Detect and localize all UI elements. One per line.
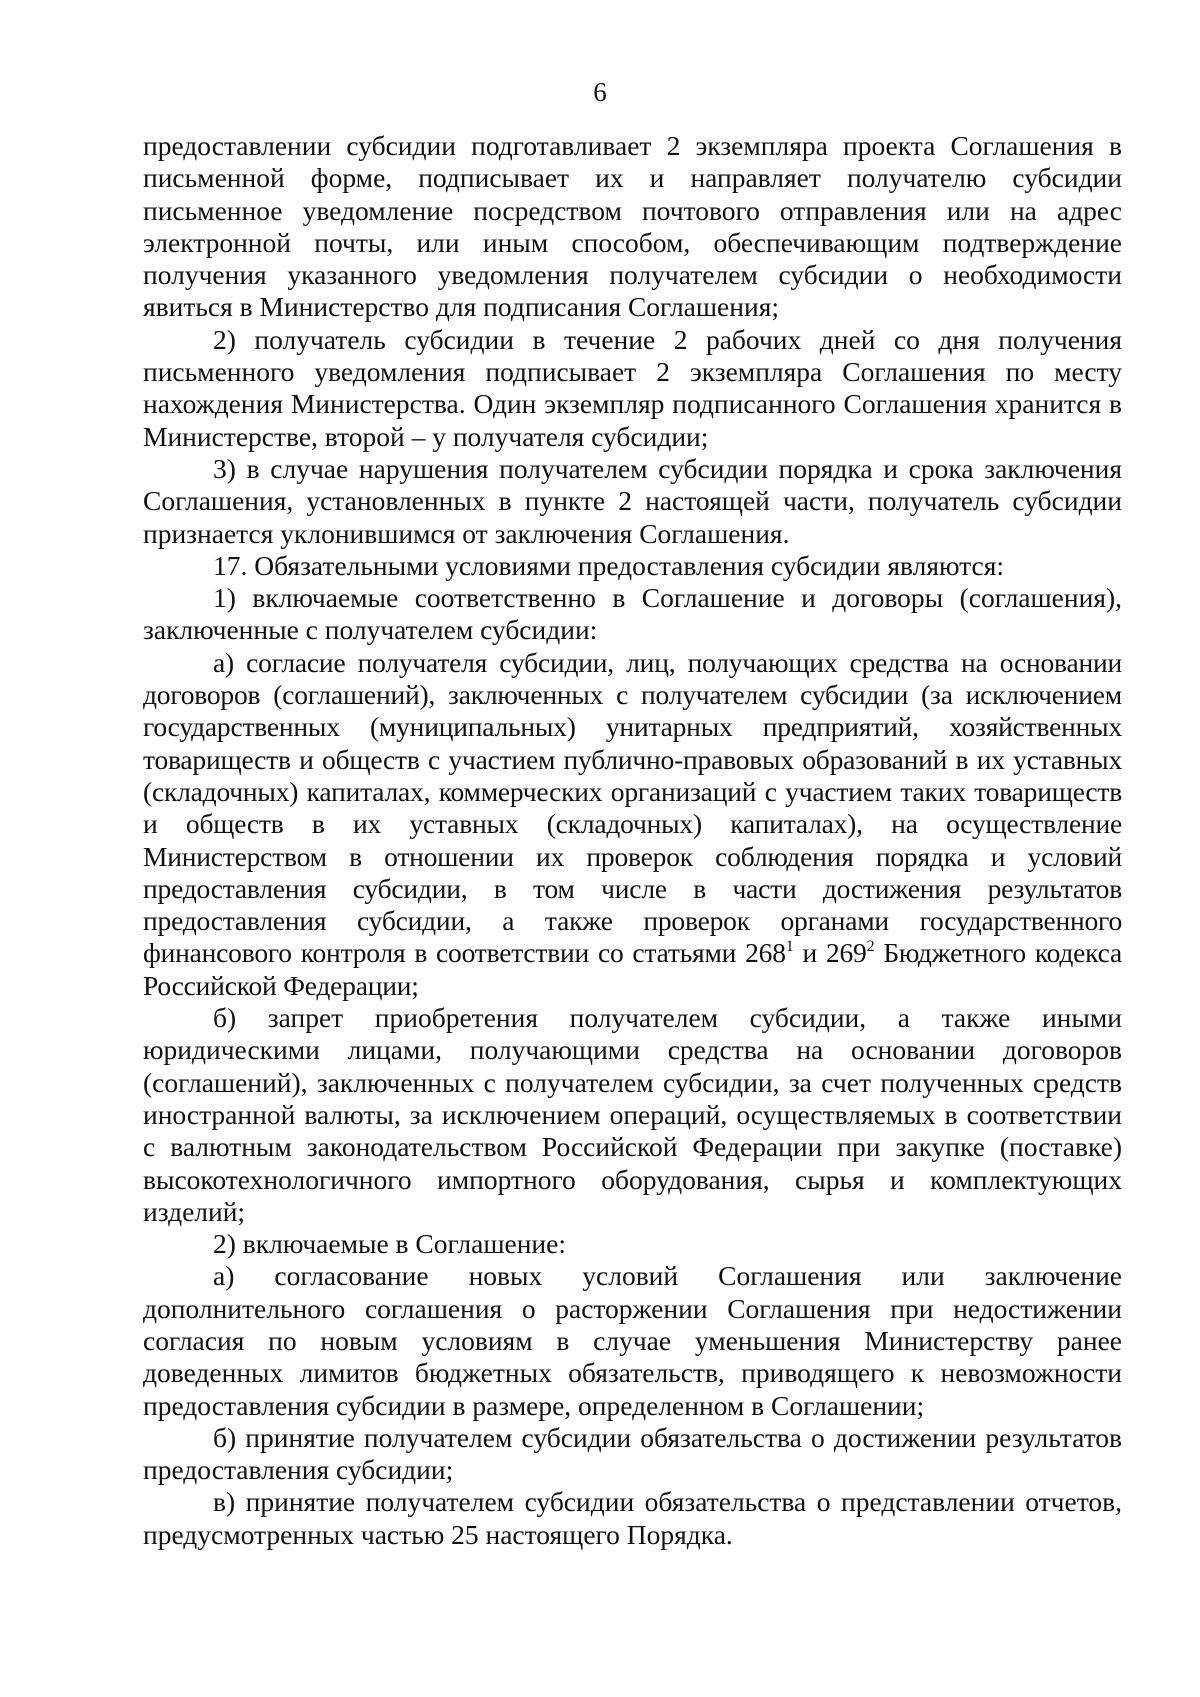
paragraph-17-item-2: 2) включаемые в Соглашение: (213, 1228, 566, 1260)
paragraph-item-2: 2) получатель субсидии в течение 2 рабочих дней со дня получения письменного уведомления подписывает 2 экземпляра Соглашения по месту нахождения Министерства. Один экземпляр подписанного Соглашения хранится в Министерстве, второй – у получателя субсидии; (143, 323, 1122, 452)
page-number: 6 (593, 77, 607, 107)
paragraph-17-1-a-text-1: а) согласие получателя субсидии, лиц, получающих средства на основании договоров (соглашений), заключенных с получателем субсидии (за исключением государственных (муниципальных) унитарных предприятий, хозяйственных товариществ и обществ с участием публично-правовых образований в их уставных (складочных) капиталах, коммерческих организаций с участием таких товариществ и обществ в их уставных (складочных) капиталах), на осуществление Министерством в отношении их проверок соблюдения порядка и условий предоставления субсидии, в том числе в части достижения результатов предоставления субсидии, а также проверок органами государственного финансового контроля в соответствии со статьями 268 (143, 646, 1122, 969)
paragraph-17-1-a-text-2: и 269 (793, 937, 867, 969)
paragraph-item-3: 3) в случае нарушения получателем субсидии порядка и срока заключения Соглашения, установленных в пункте 2 настоящей части, получатель субсидии признается уклонившимся от заключения Соглашения. (143, 452, 1122, 549)
paragraph-17-2-b: б) принятие получателем субсидии обязательства о достижении результатов предоставления субсидии; (143, 1421, 1122, 1486)
paragraph-continuation: предоставлении субсидии подготавливает 2 экземпляра проекта Соглашения в письменной форме, подписывает их и направляет получателю субсидии письменное уведомление посредством почтового отправления или на адрес электронной почты, или иным способом, обеспечивающим подтверждение получения указанного уведомления получателем субсидии о необходимости явиться в Министерство для подписания Соглашения; (143, 130, 1122, 323)
paragraph-17-1-a-text-3: Бюджетного кодекса Российской Федерации; (143, 937, 1122, 1001)
paragraph-section-17: 17. Обязательными условиями предоставления субсидии являются: (213, 549, 1005, 581)
paragraph-17-1-b: б) запрет приобретения получателем субсидии, а также иными юридическими лицами, получающими средства на основании договоров (соглашений), заключенных с получателем субсидии, за счет полученных средств иностранной валюты, за исключением операций, осуществляемых в соответствии с валютным законодательством Российской Федерации при закупке (поставке) высокотехнологичного импортного оборудования, сырья и комплектующих изделий; (143, 1002, 1122, 1227)
document-body (143, 130, 1122, 1551)
superscript-1: 1 (785, 938, 794, 956)
superscript-2: 2 (866, 938, 875, 956)
paragraph-17-2-a: а) согласование новых условий Соглашения или заключение дополнительного соглашения о расторжении Соглашения при недостижении согласия по новым условиям в случае уменьшения Министерству ранее доведенных лимитов бюджетных обязательств, приводящего к невозможности предоставления субсидии в размере, определенном в Соглашении; (143, 1260, 1122, 1421)
paragraph-17-2-v: в) принятие получателем субсидии обязательства о представлении отчетов, предусмотренных частью 25 настоящего Порядка. (143, 1486, 1122, 1550)
paragraph-17-item-1: 1) включаемые соответственно в Соглашение и договоры (соглашения), заключенные с получателем субсидии: (143, 582, 1122, 646)
paragraph-17-1-a (143, 647, 1122, 1002)
